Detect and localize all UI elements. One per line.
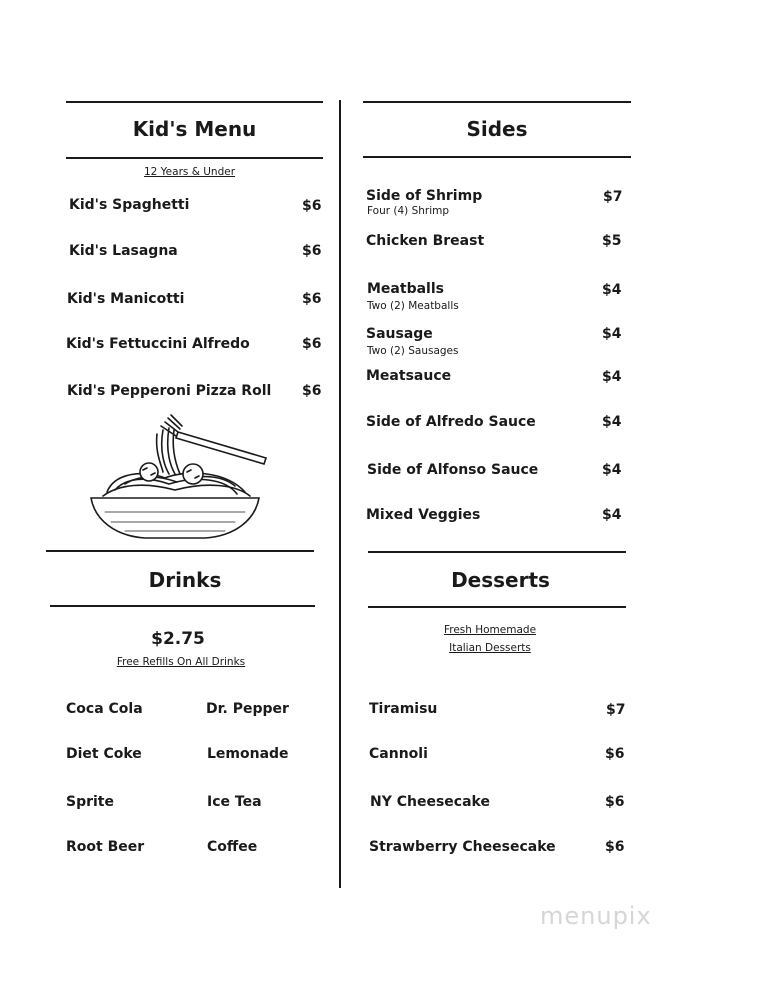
sides-item-price: $4 — [602, 326, 622, 342]
kids-item-name: Kid's Fettuccini Alfredo — [66, 336, 250, 352]
kids-item-price: $6 — [302, 291, 322, 307]
sides-item-name: Side of Alfredo Sauce — [366, 414, 536, 430]
sides-item-desc: Two (2) Meatballs — [367, 300, 459, 312]
sides-item-name: Side of Shrimp — [366, 188, 483, 204]
sides-item-price: $4 — [602, 507, 622, 523]
sides-item-price: $7 — [603, 189, 623, 205]
dessert-item-price: $6 — [605, 746, 625, 762]
desserts-title: Desserts — [451, 568, 550, 592]
dessert-item-price: $6 — [605, 839, 625, 855]
drink-item: Dr. Pepper — [206, 701, 289, 717]
drinks-bottom-rule — [50, 605, 315, 607]
kids-item-price: $6 — [302, 336, 322, 352]
kids-bottom-rule — [66, 157, 323, 159]
kids-item-name: Kid's Manicotti — [67, 291, 185, 307]
drinks-price: $2.75 — [151, 629, 205, 649]
sides-item-desc: Four (4) Shrimp — [367, 205, 450, 217]
kids-menu-title: Kid's Menu — [132, 117, 257, 141]
drink-item: Coca Cola — [66, 701, 143, 717]
drinks-title: Drinks — [148, 568, 222, 592]
sides-item-price: $4 — [602, 462, 622, 478]
kids-item-name: Kid's Spaghetti — [69, 197, 190, 213]
sides-item-name: Meatsauce — [366, 368, 452, 384]
dessert-item-name: NY Cheesecake — [370, 794, 490, 810]
kids-age-note: 12 Years & Under — [143, 166, 236, 178]
drink-item: Ice Tea — [207, 794, 262, 810]
sides-bottom-rule — [363, 156, 631, 158]
kids-item-price: $6 — [302, 383, 322, 399]
desserts-note-line1: Fresh Homemade — [443, 624, 537, 636]
kids-item-price: $6 — [302, 198, 322, 214]
sides-item-price: $4 — [602, 369, 622, 385]
sides-item-price: $4 — [602, 282, 622, 298]
sides-item-name: Side of Alfonso Sauce — [367, 462, 539, 478]
dessert-item-price: $6 — [605, 794, 625, 810]
drinks-top-rule — [46, 550, 314, 552]
drink-item: Coffee — [207, 839, 258, 855]
sides-item-price: $5 — [602, 233, 622, 249]
sides-title: Sides — [466, 117, 528, 141]
drink-item: Sprite — [66, 794, 114, 810]
drink-item: Diet Coke — [66, 746, 142, 762]
sides-item-name: Chicken Breast — [366, 233, 485, 249]
sides-top-rule — [363, 101, 631, 103]
kids-top-rule — [66, 101, 323, 103]
sides-item-price: $4 — [602, 414, 622, 430]
drink-item: Lemonade — [207, 746, 289, 762]
kids-item-price: $6 — [302, 243, 322, 259]
desserts-note-line2: Italian Desserts — [449, 642, 531, 654]
sides-item-name: Sausage — [366, 326, 433, 342]
spaghetti-bowl-icon — [85, 412, 275, 544]
kids-item-name: Kid's Pepperoni Pizza Roll — [67, 383, 272, 399]
dessert-item-price: $7 — [606, 702, 626, 718]
column-divider — [339, 100, 341, 888]
dessert-item-name: Tiramisu — [369, 701, 438, 717]
drink-item: Root Beer — [66, 839, 145, 855]
drinks-refill-note: Free Refills On All Drinks — [116, 656, 246, 668]
kids-item-name: Kid's Lasagna — [69, 243, 178, 259]
desserts-top-rule — [368, 551, 626, 553]
watermark-logo: menupix — [540, 902, 652, 930]
sides-item-desc: Two (2) Sausages — [367, 345, 459, 357]
desserts-bottom-rule — [368, 606, 626, 608]
sides-item-name: Meatballs — [367, 281, 444, 297]
dessert-item-name: Strawberry Cheesecake — [369, 839, 556, 855]
sides-item-name: Mixed Veggies — [366, 507, 481, 523]
dessert-item-name: Cannoli — [369, 746, 428, 762]
